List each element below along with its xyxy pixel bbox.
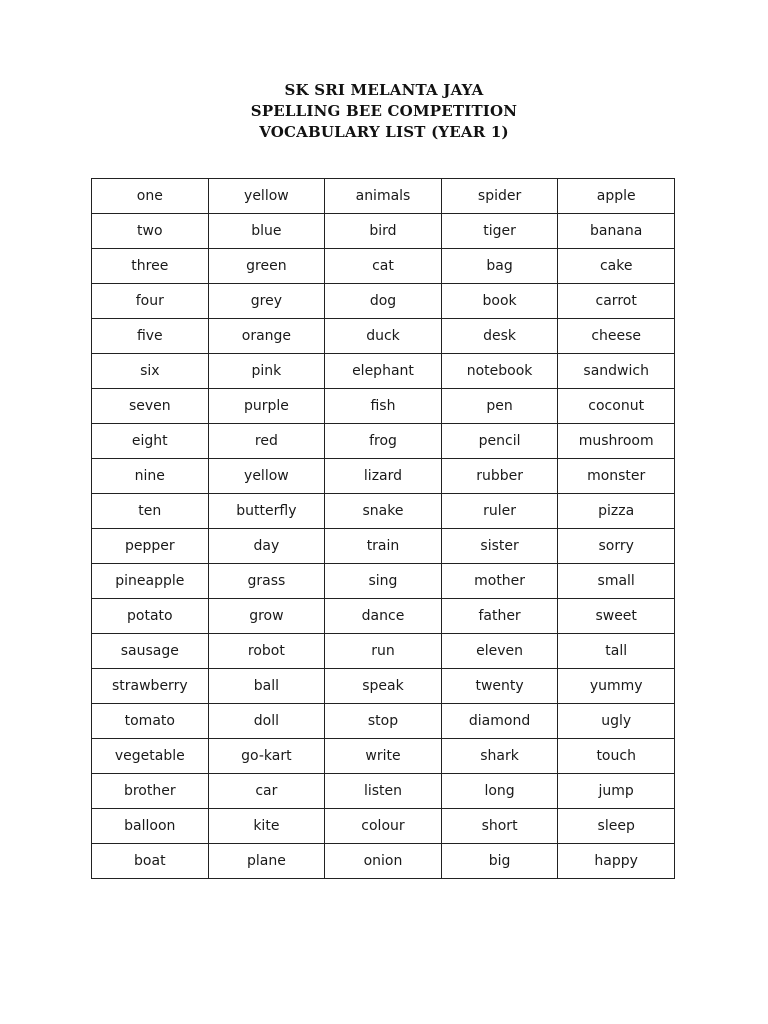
- vocabulary-word-cell: long: [441, 774, 558, 809]
- vocabulary-word-cell: frog: [325, 424, 442, 459]
- vocabulary-word-cell: go-kart: [208, 739, 325, 774]
- vocabulary-word-cell: jump: [558, 774, 675, 809]
- vocabulary-word-cell: happy: [558, 844, 675, 879]
- table-row: [92, 844, 675, 879]
- vocabulary-word-cell: ten: [92, 494, 209, 529]
- table-row: [92, 634, 675, 669]
- vocabulary-word-cell: short: [441, 809, 558, 844]
- vocabulary-word-cell: colour: [325, 809, 442, 844]
- vocabulary-word-cell: touch: [558, 739, 675, 774]
- vocabulary-word-cell: nine: [92, 459, 209, 494]
- vocabulary-word-cell: spider: [441, 179, 558, 214]
- vocabulary-word-cell: day: [208, 529, 325, 564]
- vocabulary-word-cell: tomato: [92, 704, 209, 739]
- vocabulary-word-cell: butterfly: [208, 494, 325, 529]
- table-row: [92, 284, 675, 319]
- vocabulary-word-cell: rubber: [441, 459, 558, 494]
- table-row: [92, 354, 675, 389]
- vocabulary-word-cell: pink: [208, 354, 325, 389]
- vocabulary-word-cell: banana: [558, 214, 675, 249]
- vocabulary-word-cell: sweet: [558, 599, 675, 634]
- vocabulary-word-cell: two: [92, 214, 209, 249]
- list-title: VOCABULARY LIST (YEAR 1): [259, 123, 509, 141]
- vocabulary-word-cell: eleven: [441, 634, 558, 669]
- table-row: [92, 529, 675, 564]
- vocabulary-word-cell: animals: [325, 179, 442, 214]
- vocabulary-word-cell: elephant: [325, 354, 442, 389]
- vocabulary-word-cell: run: [325, 634, 442, 669]
- vocabulary-word-cell: brother: [92, 774, 209, 809]
- vocabulary-word-cell: carrot: [558, 284, 675, 319]
- vocabulary-word-cell: orange: [208, 319, 325, 354]
- vocabulary-word-cell: kite: [208, 809, 325, 844]
- table-row: [92, 564, 675, 599]
- vocabulary-word-cell: strawberry: [92, 669, 209, 704]
- table-row: [92, 179, 675, 214]
- vocabulary-word-cell: plane: [208, 844, 325, 879]
- vocabulary-word-cell: red: [208, 424, 325, 459]
- vocabulary-word-cell: onion: [325, 844, 442, 879]
- vocabulary-word-cell: write: [325, 739, 442, 774]
- vocabulary-word-cell: green: [208, 249, 325, 284]
- vocabulary-word-cell: four: [92, 284, 209, 319]
- vocabulary-word-cell: eight: [92, 424, 209, 459]
- table-row: [92, 599, 675, 634]
- vocabulary-word-cell: robot: [208, 634, 325, 669]
- vocabulary-word-cell: bag: [441, 249, 558, 284]
- vocabulary-word-cell: notebook: [441, 354, 558, 389]
- vocabulary-word-cell: diamond: [441, 704, 558, 739]
- vocabulary-word-cell: sorry: [558, 529, 675, 564]
- table-row: [92, 249, 675, 284]
- vocabulary-word-cell: big: [441, 844, 558, 879]
- vocabulary-word-cell: blue: [208, 214, 325, 249]
- table-row: [92, 494, 675, 529]
- vocabulary-word-cell: doll: [208, 704, 325, 739]
- vocabulary-word-cell: lizard: [325, 459, 442, 494]
- vocabulary-word-cell: vegetable: [92, 739, 209, 774]
- table-row: [92, 739, 675, 774]
- vocabulary-word-cell: pencil: [441, 424, 558, 459]
- vocabulary-word-cell: dance: [325, 599, 442, 634]
- table-row: [92, 319, 675, 354]
- vocabulary-word-cell: ball: [208, 669, 325, 704]
- table-row: [92, 669, 675, 704]
- vocabulary-word-cell: purple: [208, 389, 325, 424]
- vocabulary-word-cell: tiger: [441, 214, 558, 249]
- vocabulary-word-cell: book: [441, 284, 558, 319]
- vocabulary-word-cell: listen: [325, 774, 442, 809]
- vocabulary-word-cell: apple: [558, 179, 675, 214]
- vocabulary-word-cell: boat: [92, 844, 209, 879]
- vocabulary-word-cell: sandwich: [558, 354, 675, 389]
- vocabulary-word-cell: speak: [325, 669, 442, 704]
- vocabulary-word-cell: small: [558, 564, 675, 599]
- vocabulary-word-cell: six: [92, 354, 209, 389]
- vocabulary-word-cell: yellow: [208, 459, 325, 494]
- vocabulary-word-cell: snake: [325, 494, 442, 529]
- vocabulary-word-cell: grass: [208, 564, 325, 599]
- vocabulary-word-cell: pepper: [92, 529, 209, 564]
- vocabulary-word-cell: pineapple: [92, 564, 209, 599]
- vocabulary-word-cell: grey: [208, 284, 325, 319]
- vocabulary-word-cell: five: [92, 319, 209, 354]
- vocabulary-word-cell: sister: [441, 529, 558, 564]
- vocabulary-word-cell: train: [325, 529, 442, 564]
- vocabulary-word-cell: cheese: [558, 319, 675, 354]
- vocabulary-word-cell: yellow: [208, 179, 325, 214]
- vocabulary-word-cell: sausage: [92, 634, 209, 669]
- vocabulary-word-cell: car: [208, 774, 325, 809]
- vocabulary-word-cell: tall: [558, 634, 675, 669]
- vocabulary-word-cell: one: [92, 179, 209, 214]
- vocabulary-word-cell: cake: [558, 249, 675, 284]
- vocabulary-word-cell: fish: [325, 389, 442, 424]
- vocabulary-word-cell: monster: [558, 459, 675, 494]
- vocabulary-word-cell: mushroom: [558, 424, 675, 459]
- vocabulary-word-cell: dog: [325, 284, 442, 319]
- vocabulary-word-cell: yummy: [558, 669, 675, 704]
- vocabulary-word-cell: ugly: [558, 704, 675, 739]
- school-name: SK SRI MELANTA JAYA: [284, 81, 484, 99]
- vocabulary-word-cell: twenty: [441, 669, 558, 704]
- table-row: [92, 389, 675, 424]
- vocabulary-table-body: [92, 179, 675, 879]
- vocabulary-word-cell: mother: [441, 564, 558, 599]
- vocabulary-word-cell: pen: [441, 389, 558, 424]
- vocabulary-word-cell: ruler: [441, 494, 558, 529]
- vocabulary-table: [91, 178, 675, 879]
- document-header: [0, 80, 768, 143]
- vocabulary-word-cell: duck: [325, 319, 442, 354]
- vocabulary-word-cell: bird: [325, 214, 442, 249]
- competition-title: SPELLING BEE COMPETITION: [250, 102, 518, 120]
- vocabulary-word-cell: three: [92, 249, 209, 284]
- table-row: [92, 459, 675, 494]
- vocabulary-word-cell: shark: [441, 739, 558, 774]
- vocabulary-word-cell: father: [441, 599, 558, 634]
- table-row: [92, 809, 675, 844]
- vocabulary-word-cell: coconut: [558, 389, 675, 424]
- vocabulary-word-cell: stop: [325, 704, 442, 739]
- table-row: [92, 424, 675, 459]
- vocabulary-word-cell: pizza: [558, 494, 675, 529]
- vocabulary-word-cell: grow: [208, 599, 325, 634]
- table-row: [92, 214, 675, 249]
- vocabulary-word-cell: balloon: [92, 809, 209, 844]
- table-row: [92, 704, 675, 739]
- vocabulary-word-cell: desk: [441, 319, 558, 354]
- vocabulary-word-cell: sleep: [558, 809, 675, 844]
- vocabulary-word-cell: seven: [92, 389, 209, 424]
- vocabulary-word-cell: cat: [325, 249, 442, 284]
- vocabulary-word-cell: potato: [92, 599, 209, 634]
- vocabulary-word-cell: sing: [325, 564, 442, 599]
- table-row: [92, 774, 675, 809]
